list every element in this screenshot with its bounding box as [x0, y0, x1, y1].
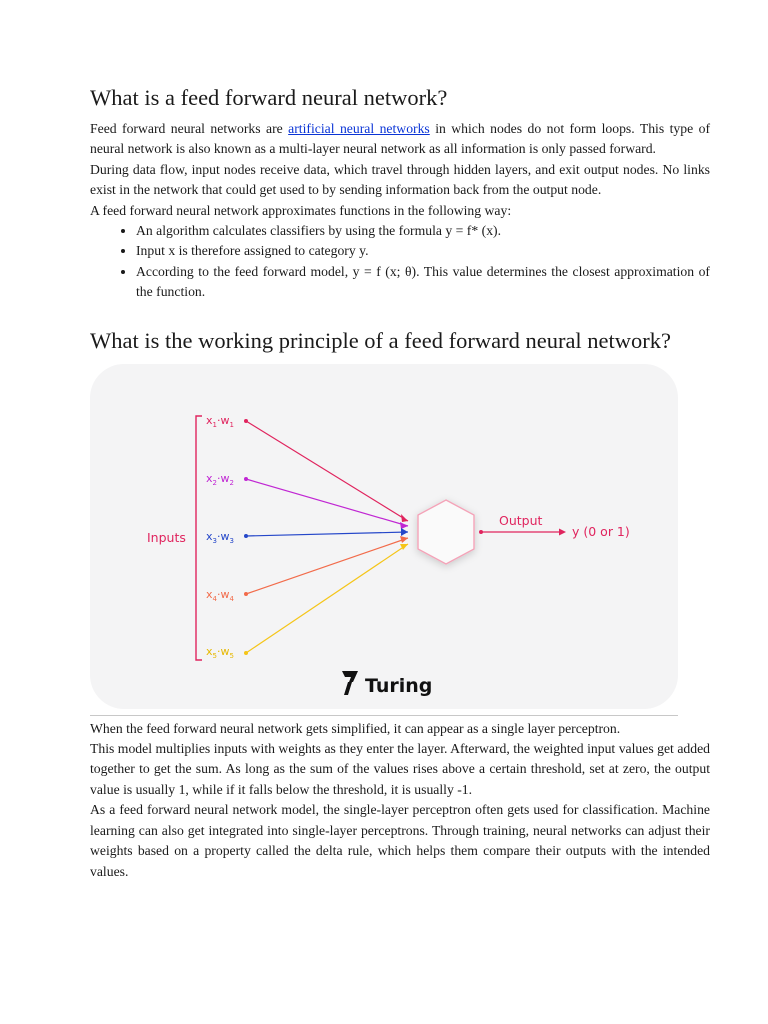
input-dot-5: [244, 651, 248, 655]
svg-text:x3·w3: $x_3\cdot w_3$: [206, 529, 234, 545]
section1-paragraph-3: A feed forward neural network approximates functions in the following way:: [90, 202, 512, 218]
input-dot-3: [244, 534, 248, 538]
svg-text:x1·w1: $x_1\cdot w_1$: [206, 413, 234, 429]
connection-line-4: [246, 538, 408, 594]
svg-text:x4·w4: $x_4\cdot w_4$: [206, 587, 234, 603]
input-label-2: [206, 472, 234, 487]
para1-text-before: Feed forward neural networks are: [90, 121, 289, 136]
neuron-hexagon: [418, 500, 474, 564]
section2-paragraph-1: When the feed forward neural network gets simplified, it can appear as a single layer perceptron.: [90, 720, 621, 736]
output-label: Output: [499, 512, 543, 528]
section1-bullet-list: [90, 221, 710, 303]
turing-mark-icon: [342, 671, 358, 695]
bullet-item: • An algorithm calculates classifiers by using the formula y = f* (x).: [136, 221, 710, 241]
input-dot-1: [244, 419, 248, 423]
section1-paragraph-1: [90, 119, 710, 160]
input-dot-4: [244, 592, 248, 596]
perceptron-diagram-svg: [90, 364, 678, 709]
connection-line-2: [246, 479, 408, 526]
svg-text:x5·w5: $x_5\cdot w_5$: [206, 644, 234, 660]
connection-line-3: [246, 532, 408, 536]
bullet-item: • According to the feed forward model, y = f (x; θ). This value determines the closest approximation of the function.: [136, 262, 710, 303]
svg-text:x2·w2: $x_2\cdot w_2$: [206, 471, 234, 487]
output-value: y (0 or 1): [572, 523, 630, 539]
document-content: [90, 84, 710, 882]
section2-paragraph-2: This model multiplies inputs with weights as they enter the layer. Afterward, the weighted input values get added together to get the sum. As long as the sum of the values rises above a certain threshold, set at zero, the output value is usually 1, while if it falls below the threshold, it is usually -1.: [90, 741, 710, 797]
input-dot-2: [244, 477, 248, 481]
section1-paragraph-2: During data flow, input nodes receive data, which travel through hidden layers, and exit output nodes. No links exist in the network that could get used to by sending information back from the output node.: [90, 161, 710, 198]
input-label-4: [206, 588, 234, 603]
artificial-neural-networks-link[interactable]: artificial neural networks: [288, 121, 430, 136]
turing-logo: [342, 671, 432, 697]
section1-heading: What is a feed forward neural network?: [90, 85, 448, 110]
connection-line-5: [246, 544, 408, 653]
inputs-bracket: [196, 416, 202, 660]
perceptron-diagram: [90, 364, 678, 709]
arrow-head-2: [400, 522, 408, 529]
connection-line-1: [246, 421, 408, 521]
input-label-5: [206, 645, 234, 660]
input-label-1: [206, 414, 234, 429]
arrow-head-3: [401, 528, 408, 536]
para1-text-after: in which nodes do not form loops. This type of neural network is also known as a multi-layer neural network as all information is only passed forward.: [90, 121, 711, 157]
output-arrow-head: [559, 528, 566, 535]
turing-brand-text: Turing: [365, 674, 433, 697]
arrow-head-4: [400, 536, 408, 543]
section2-heading: What is the working principle of a feed forward neural network?: [90, 327, 672, 353]
horizontal-divider: [90, 715, 678, 716]
section2-paragraph-3: As a feed forward neural network model, the single-layer perceptron often gets used for classification. Machine learning can also get integrated into single-layer perceptrons. Through training, neural networks can adjust their weights based on a property called the delta rule, which helps them compare their outputs with the intended values.: [90, 802, 710, 879]
bullet-item: • Input x is therefore assigned to category y.: [136, 241, 710, 261]
arrow-head-1: [401, 514, 408, 522]
inputs-label: Inputs: [147, 529, 186, 545]
input-label-3: [206, 530, 234, 545]
